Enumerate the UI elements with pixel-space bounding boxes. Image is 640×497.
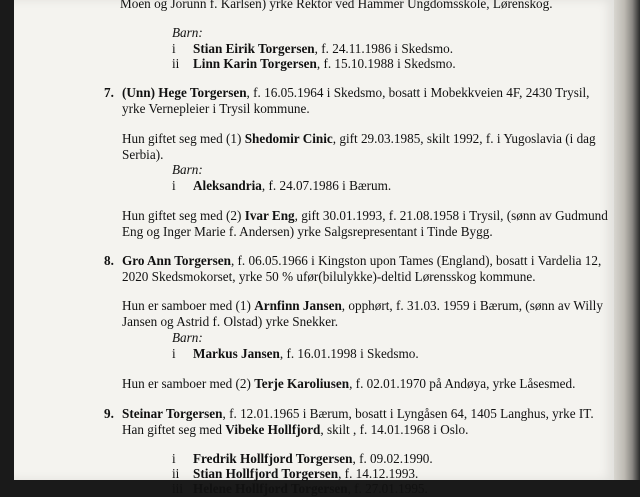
child-9-2-numeral: ii — [172, 466, 180, 481]
barn-label-7: Barn: — [172, 162, 203, 177]
entry-8-line2: 2020 Skedsmokorset, yrke 50 % ufør(bilulykke)-deltid Lørensskog kommune. — [122, 269, 536, 284]
child-name: Helene Hollfjord Torgersen — [193, 481, 348, 496]
child-7-numeral: i — [172, 178, 176, 193]
entry-9-details: , f. 12.01.1965 i Bærum, bosatt i Lyngåsen 64, 1405 Langhus, yrke IT. — [222, 406, 594, 421]
spouse-name: Vibeke Hollfjord — [225, 422, 321, 437]
partner-prefix: Hun er samboer med (1) — [122, 298, 255, 313]
entry-8-partner2 — [122, 376, 575, 392]
child-9-3 — [193, 481, 428, 497]
spouse-name: Shedomir Cinic — [244, 131, 333, 146]
child-6-2-numeral: ii — [172, 56, 180, 71]
partner-name: Arnfinn Jansen — [254, 298, 342, 313]
barn-label-6: Barn: — [172, 25, 203, 40]
child-7 — [193, 178, 391, 194]
entry-9-line2 — [122, 422, 468, 438]
barn-label-8: Barn: — [172, 330, 203, 345]
child-details: , f. 09.02.1990. — [352, 451, 433, 466]
marriage-details: , skilt , f. 14.01.1968 i Oslo. — [320, 422, 469, 437]
entry-8-partner1 — [122, 298, 603, 314]
partner-prefix: Hun er samboer med (2) — [122, 376, 255, 391]
entry-7-marriage1-line2: Serbia). — [122, 147, 164, 162]
child-details: , f. 24.07.1986 i Bærum. — [261, 178, 392, 193]
entry-7-line1 — [122, 85, 589, 101]
marriage-prefix: Hun giftet seg med (1) — [122, 131, 245, 146]
page-edge — [614, 0, 640, 480]
entry-7-line2: yrke Vernepleier i Trysil kommune. — [122, 101, 310, 116]
child-name: Fredrik Hollfjord Torgersen — [193, 451, 353, 466]
child-details: , f. 27.01.1995. — [347, 481, 428, 496]
entry-9-line1 — [122, 406, 594, 422]
child-name: Markus Jansen — [193, 346, 280, 361]
child-details: , f. 24.11.1986 i Skedsmo. — [314, 41, 453, 56]
entry-9-name: Steinar Torgersen — [122, 406, 223, 421]
child-9-1 — [193, 451, 433, 467]
entry-8-line1 — [122, 253, 601, 269]
child-6-1 — [193, 41, 453, 57]
marriage-details: , gift 29.03.1985, skilt 1992, f. i Yugoslavia (i dag — [332, 131, 596, 146]
child-details: , f. 14.12.1993. — [338, 466, 419, 481]
entry-7-number: 7. — [104, 85, 114, 100]
partner-details: , f. 02.01.1970 på Andøya, yrke Låsesmed. — [349, 376, 576, 391]
child-name: Stian Hollfjord Torgersen — [193, 466, 339, 481]
marriage-prefix: Hun giftet seg med (2) — [122, 208, 245, 223]
child-6-2 — [193, 56, 456, 72]
entry-8-number: 8. — [104, 253, 114, 268]
entry-7-name: (Unn) Hege Torgersen — [122, 85, 247, 100]
marriage-details: , gift 30.01.1993, f. 21.08.1958 i Trysil, (sønn av Gudmund — [294, 208, 608, 223]
entry-7-marriage2-line2: Eng og Inger Marie f. Andersen) yrke Salgsrepresentant i Tinde Bygg. — [122, 224, 493, 239]
marriage-prefix: Han giftet seg med — [122, 422, 226, 437]
child-8-numeral: i — [172, 346, 176, 361]
child-name: Linn Karin Torgersen — [193, 56, 317, 71]
entry-8-name: Gro Ann Torgersen — [122, 253, 231, 268]
partner-details: , opphørt, f. 31.03. 1959 i Bærum, (sønn av Willy — [341, 298, 603, 313]
spouse-name: Ivar Eng — [244, 208, 295, 223]
child-name: Stian Eirik Torgersen — [193, 41, 315, 56]
entry-9-number: 9. — [104, 406, 114, 421]
entry-8-partner1-line2: Jansen og Astrid f. Olstad) yrke Snekker. — [122, 314, 339, 329]
child-8 — [193, 346, 419, 362]
entry-8-details: , f. 06.05.1966 i Kingston upon Tames (England), bosatt i Vardelia 12, — [230, 253, 602, 268]
child-details: , f. 15.10.1988 i Skedsmo. — [316, 56, 456, 71]
child-details: , f. 16.01.1998 i Skedsmo. — [279, 346, 419, 361]
partner-name: Terje Karoliusen — [254, 376, 350, 391]
child-name: Aleksandria — [193, 178, 262, 193]
entry-7-marriage2 — [122, 208, 608, 224]
child-9-3-numeral: iii — [172, 481, 183, 496]
child-6-1-numeral: i — [172, 41, 176, 56]
entry-7-marriage1 — [122, 131, 596, 147]
top-line: Moen og Jorunn f. Karlsen) yrke Rektor ved Hammer Ungdomsskole, Lørenskog. — [120, 0, 553, 11]
entry-7-details: , f. 16.05.1964 i Skedsmo, bosatt i Mobekkveien 4F, 2430 Trysil, — [246, 85, 590, 100]
child-9-1-numeral: i — [172, 451, 176, 466]
